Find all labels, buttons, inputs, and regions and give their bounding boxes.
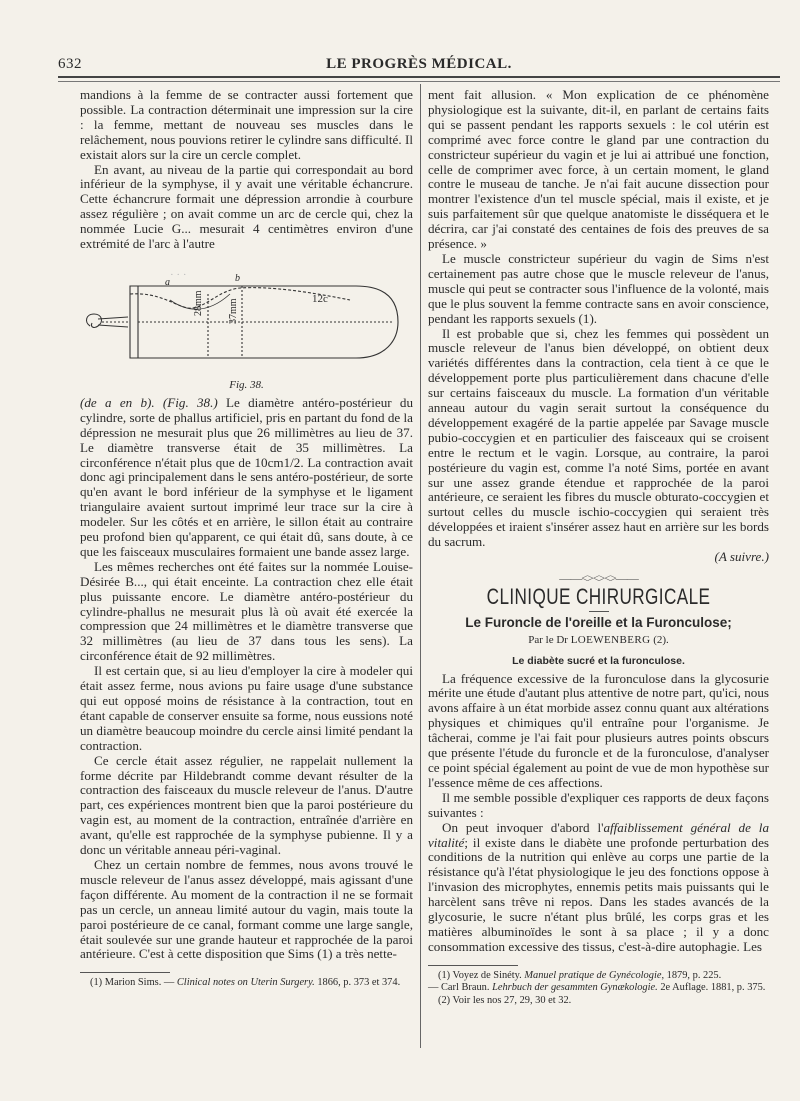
- label-a: a: [165, 276, 170, 288]
- paragraph-text: Le diamètre antéro-postérieur du cylindre, sorte de phallus artificiel, pris en partant du fond de la dépression ne mesurait plus que 26 millimètres au lieu de 37. Le diamètre transverse était de 35 millimètres. La circonférence n'était plus que de 10cm1/2. La contraction avait donc agi principalement dans le sens antéro-postérieur, de sorte qu'en avant le bord inférieur de la symphyse et le ligament triangulaire avaient surtout imprimé leur trace sur la cire à modeler. Sur les côtés et en arrière, le sillon était au contraire peu profond bien qu'apparent, ce qui était dû, sans doute, à ce que les faisceaux musculaires formaient une bande assez large.: [80, 394, 414, 559]
- subheading: Le diabète sucré et la furonculose.: [512, 654, 685, 667]
- paragraph: mandions à la femme de se contracter aussi fortement que possible. La contraction déterminait une impression sur la cire : la femme, mettant de nouveau ses muscles dans le relâchement, nous pouvions retirer le cylindre sans difficulté. Il existait alors sur la cire un cercle complet.: [80, 87, 413, 162]
- paragraph: Les mêmes recherches ont été faites sur la nommée Louise-Désirée B..., qui était enceinte. La contraction chez elle était plus puissante encore. Le diamètre antéro-postérieur du cylindre-phallus ne mesurait plus là où avait été exercée la compression que 24 millimètres et le diamètre transverse que 32 millimètres (au lieu de 37 dans tous les sens). La circonférence était de 92 millimètres.: [80, 558, 413, 664]
- paragraph: Il me semble possible d'expliquer ces rapports de deux façons suivantes :: [428, 789, 769, 820]
- article-title: Le Furoncle de l'oreille et la Furonculose;: [465, 614, 732, 630]
- page-number: 632: [58, 56, 82, 72]
- author-name: LOEWENBERG: [570, 633, 651, 646]
- footnotes-left: [80, 977, 413, 989]
- journal-title: LE PROGRÈS MÉDICAL.: [326, 56, 512, 72]
- paragraph: Le muscle constricteur supérieur du vagin de Sims n'est certainement pas autre chose que le muscle releveur de l'anus, muscle qui peut se contracter sous l'influence de la volonté, mais que le plus souvent la femme contracte sans en avoir conscience, pendant les rapports sexuels (1).: [428, 250, 769, 326]
- footnote: — Carl Braun. Lehrbuch der gesammten Gynækologie. 2e Auflage. 1881, p. 375.: [428, 982, 766, 994]
- short-rule: [589, 611, 609, 612]
- paragraph: Chez un certain nombre de femmes, nous avons trouvé le muscle releveur de l'anus assez développé, mais agissant d'une façon différente. Au moment de la contraction il ne se formait pas un cercle, un anneau limité autour du vagin, mais toute la paroi postérieure de ce canal, formant comme une large sangle, était soulevée sur une grande hauteur et rapprochée de la paroi antérieure. C'est à cette disposition que Sims (1) a très nette-: [80, 856, 413, 962]
- footnotes-right: [428, 970, 769, 1007]
- footnote: (1) Marion Sims. — Clinical notes on Uterin Surgery. 1866, p. 373 et 374.: [90, 977, 401, 989]
- footnote-rule: [80, 972, 170, 973]
- paragraph: Il est certain que, si au lieu d'employer la cire à modeler qui était assez ferme, nous avions pu faire usage d'une substance qui eut opposé moins de résistance à la contraction, tout en étant capable de conserver ensuite sa forme, nous eussions noté un diamètre beaucoup moindre du cercle ainsi limité pendant la contraction.: [80, 663, 413, 753]
- dimension-12: 12c: [312, 292, 328, 305]
- header-rule: [58, 76, 780, 82]
- paragraph: On peut invoquer d'abord l'affaiblissement général de la vitalité; il existe dans le diabète une profonde perturbation des conditions de la nutrition qui enlève au corps une partie de la résistance qu'à l'état physiologique le jeu des fonctions oppose à l'invasion des microphytes, ennemis petits mais puissants qui le harcèlent sans trêve ni repos. Dans les stades avancés de la glycosurie, le sucre n'étant plus brûlé, les corps gras et les matières albuminoïdes le sont à sa place ; il y a donc consommation excessive des tissus, c'est-à-dire autophagie. Les: [428, 819, 769, 954]
- running-head: [58, 56, 780, 76]
- dimension-37: 37mm: [228, 298, 239, 324]
- right-column: [428, 88, 769, 1007]
- section-title: CLINIQUE CHIRURGICALE: [486, 583, 711, 609]
- byline: Par le Dr LOEWENBERG (2).: [528, 633, 669, 646]
- left-column: [80, 88, 413, 990]
- a-suivre: (A suivre.): [714, 549, 769, 565]
- paragraph: Ce cercle était assez régulier, ne rappelait nullement la forme décrite par Hildebrandt comme devant résulter de la contraction des faisceaux du muscle releveur de l'anus. D'autre part, ces expériences montrent bien que la paroi postérieure du vagin est, au moment de la contraction, entraînée d'arrière en avant, qu'elle est rapprochée de la symphyse pubienne. Il y a donc un véritable anneau péri-vaginal.: [80, 752, 413, 858]
- column-divider: [420, 84, 421, 1048]
- paragraph: La fréquence excessive de la furonculose dans la glycosurie mérite une étude d'autant plus attentive de notre part, qu'ici, nous avons affaire à un état morbide assez connu quant aux altérations physiques et chimiques qu'il entraîne pour l'organisme. Je tâcherai, comme je l'ai fait pour plusieurs autres points obscurs que présente l'étude du furoncle et de la furonculose, d'analyser ce point spécial également au point de vue de mon hypothèse sur l'essence même de ces affections.: [428, 670, 769, 790]
- label-b: b: [235, 272, 240, 284]
- footnote-rule: [428, 965, 518, 966]
- paragraph: En avant, au niveau de la partie qui correspondait au bord inférieur de la symphyse, il y avait une véritable échancrure. Cette échancrure formait une dépression arrondie à courbure assez régulière ; on avait comme un arc de cercle qui, chez la nommée Lucie G... mesurait 4 centimètres environ d'une extrémité de l'arc à l'autre: [80, 161, 413, 252]
- paragraph: ment fait allusion. « Mon explication de ce phénomène physiologique est la suivante, dit-il, en parlant de certains faits qui se passent pendant les rapports sexuels : le col utérin est comprimé avec force contre le gland par une contraction du constricteur supérieur du vagin et je lui ai attribué une fonction, celle de comprimer avec force, à un certain moment, le gland contre le museau de tanche. Je n'ai fait aucune dissection pour montrer l'existence d'un tel muscle spécial, mais il existe, et je suis parfaitement sûr que quelque anatomiste le disséquera et le décrira, car j'ai constaté des centaines de fois des preuves de sa présence. »: [428, 87, 769, 252]
- ornament-divider: ——<><><>——: [559, 571, 638, 585]
- cylinder-diagram: [80, 264, 413, 376]
- figure-caption: Fig. 38.: [229, 378, 264, 391]
- paragraph: Il est probable que si, chez les femmes qui possèdent un muscle releveur de l'anus bien développé, on obtient deux variétés différentes dans la contraction, cela tient à ce que le développement porte plus particulièrement dans chacune d'elle sur certains faisceaux du muscle. La formation d'un véritable anneau autour du vagin serait surtout la conséquence du développement exagéré de la partie appelée par Savage muscle pubio-coccygien et en particulier des faisceaux qui se croisent entre le rectum et le vagin. Lorsque, au contraire, la paroi postérieure du vagin est, comme l'a noté Sims, portée en avant sur une assez grande étendue et rapprochée de la paroi antérieure, ce seraient les fibres du muscle obturato-coccygien et surtout celles du muscle ischio-coccygien qui seraient très développées et iraient s'insérer assez haut en arrière sur les bords du sacrum.: [428, 325, 769, 550]
- footnote: (2) Voir les nos 27, 29, 30 et 32.: [438, 994, 572, 1006]
- svg-text:· · ·: · · ·: [170, 268, 187, 281]
- paragraph: [80, 396, 413, 560]
- dimension-28: 28mm: [193, 290, 204, 316]
- figure-38: [80, 264, 413, 376]
- figure-reference: (de a en b). (Fig. 38.): [80, 394, 218, 410]
- footnote: (1) Voyez de Sinéty. Manuel pratique de Gynécologie, 1879, p. 225.: [438, 969, 722, 981]
